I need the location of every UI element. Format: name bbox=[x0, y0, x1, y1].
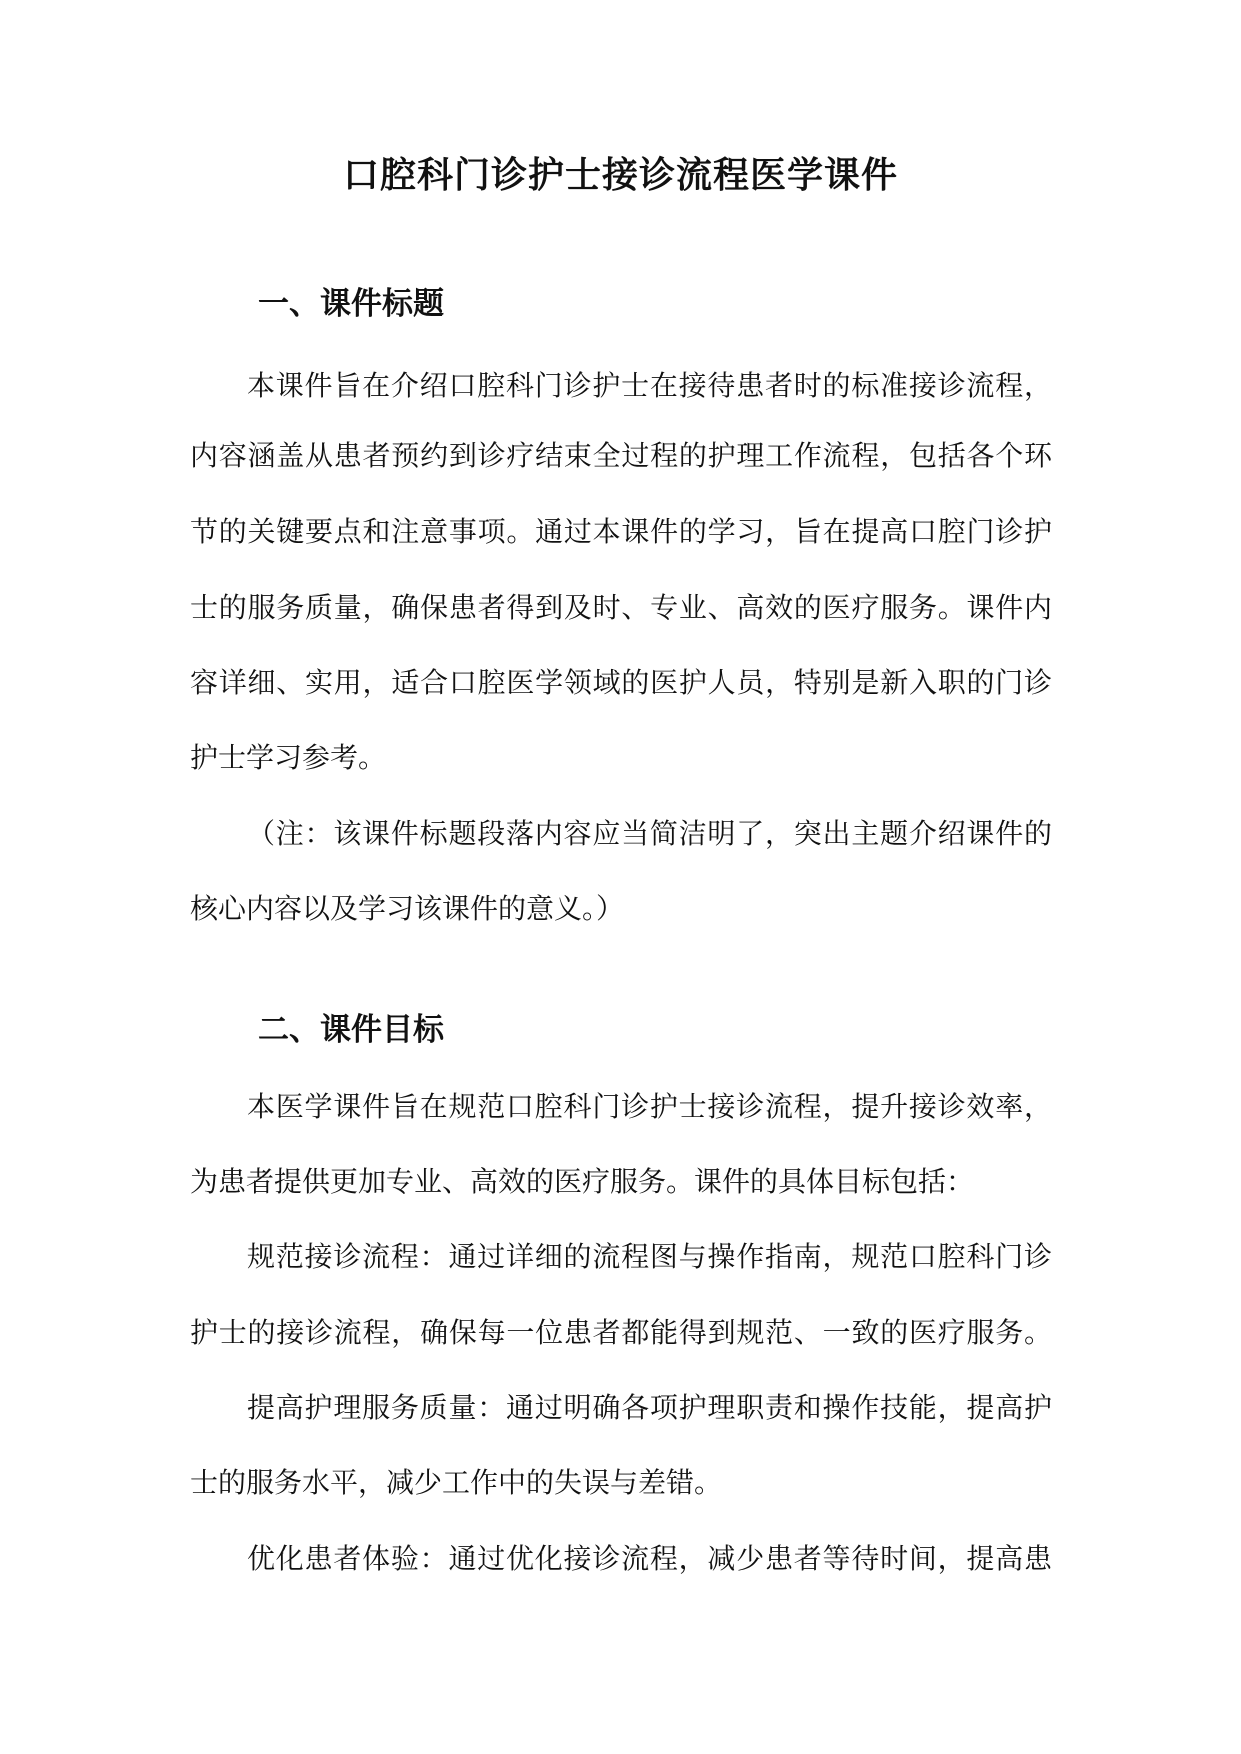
paragraph-line: 内容涵盖从患者预约到诊疗结束全过程的护理工作流程，包括各个环 bbox=[190, 439, 1052, 472]
paragraph-line: 护士的接诊流程，确保每一位患者都能得到规范、一致的医疗服务。 bbox=[190, 1316, 1052, 1349]
paragraph-line: 优化患者体验：通过优化接诊流程，减少患者等待时间，提高患 bbox=[247, 1542, 1052, 1575]
paragraph-line: 节的关键要点和注意事项。通过本课件的学习，旨在提高口腔门诊护 bbox=[190, 515, 1052, 548]
paragraph-line: 为患者提供更加专业、高效的医疗服务。课件的具体目标包括： bbox=[190, 1165, 975, 1198]
paragraph-line: 护士学习参考。 bbox=[190, 741, 387, 774]
paragraph-line: 本医学课件旨在规范口腔科门诊护士接诊流程，提升接诊效率， bbox=[247, 1090, 1052, 1123]
document-title: 口腔科门诊护士接诊流程医学课件 bbox=[342, 155, 898, 196]
paragraph-line: 容详细、实用，适合口腔医学领域的医护人员，特别是新入职的门诊 bbox=[190, 666, 1052, 699]
paragraph-line: 规范接诊流程：通过详细的流程图与操作指南，规范口腔科门诊 bbox=[247, 1240, 1052, 1273]
section-heading-2: 二、课件目标 bbox=[258, 1012, 444, 1048]
paragraph-line: 士的服务水平，减少工作中的失误与差错。 bbox=[190, 1466, 723, 1499]
paragraph-line: 士的服务质量，确保患者得到及时、专业、高效的医疗服务。课件内 bbox=[190, 591, 1052, 624]
paragraph-line: 本课件旨在介绍口腔科门诊护士在接待患者时的标准接诊流程， bbox=[247, 369, 1052, 402]
note-line: 核心内容以及学习该课件的意义。） bbox=[190, 892, 625, 925]
paragraph-line: 提高护理服务质量：通过明确各项护理职责和操作技能，提高护 bbox=[247, 1391, 1052, 1424]
note-line: （注：该课件标题段落内容应当简洁明了，突出主题介绍课件的 bbox=[247, 817, 1052, 850]
section-heading-1: 一、课件标题 bbox=[258, 286, 444, 322]
